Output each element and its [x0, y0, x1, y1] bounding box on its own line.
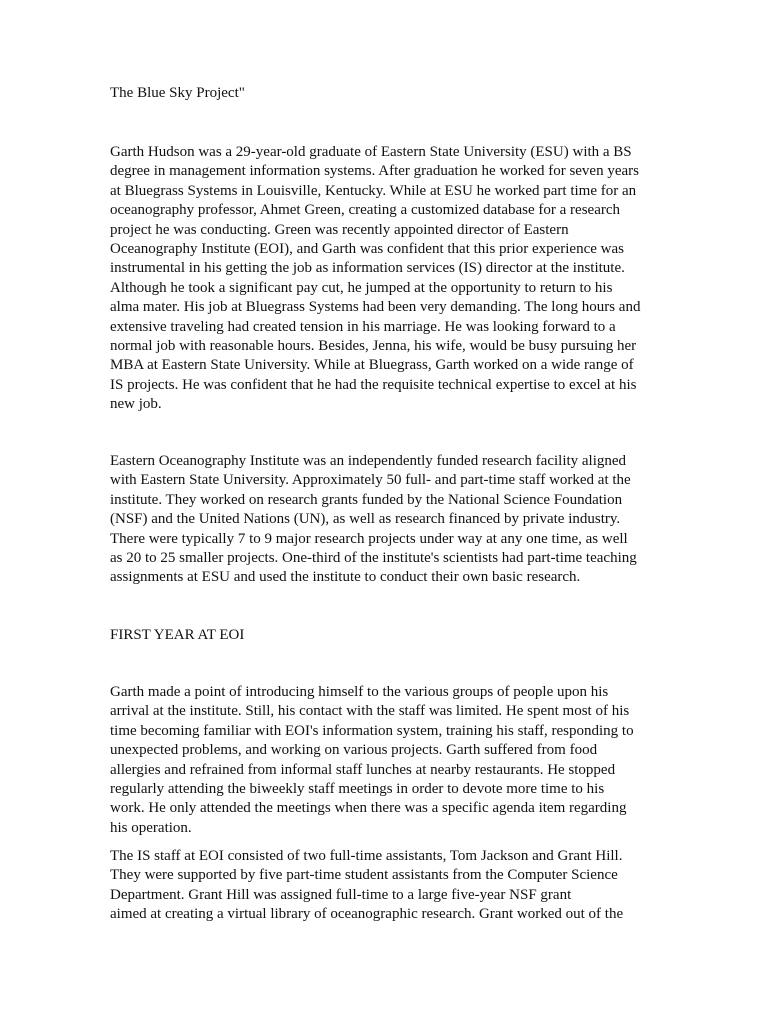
text-line: instrumental in his getting the job as information services (IS) director at the institute.: [110, 260, 625, 277]
text-line: They were supported by five part-time student assistants from the Computer Science: [110, 867, 618, 884]
text-line: with Eastern State University. Approximately 50 full- and part-time staff worked at the: [110, 472, 631, 489]
text-line: aimed at creating a virtual library of oceanographic research. Grant worked out of the: [110, 906, 624, 923]
text-line: institute. They worked on research grants funded by the National Science Foundation: [110, 491, 623, 508]
paragraph-is-staff: [110, 847, 650, 925]
text-line: There were typically 7 to 9 major research projects under way at any one time, as well: [110, 530, 628, 547]
text-line: IS projects. He was confident that he had the requisite technical expertise to excel at his: [110, 376, 637, 393]
text-line: normal job with reasonable hours. Besides, Jenna, his wife, would be busy pursuing her: [110, 338, 637, 355]
text-line: (NSF) and the United Nations (UN), as well as research financed by private industry.: [110, 511, 621, 528]
text-line: project he was conducting. Green was recently appointed director of Eastern: [110, 221, 569, 238]
section-heading: FIRST YEAR AT EOI: [110, 627, 245, 643]
paragraph-garth-introduction: [110, 683, 650, 838]
text-line: arrival at the institute. Still, his contact with the staff was limited. He spent most of his: [110, 703, 630, 720]
text-line: time becoming familiar with EOI's information system, training his staff, responding to: [110, 722, 634, 739]
text-line: unexpected problems, and working on various projects. Garth suffered from food: [110, 742, 598, 759]
text-line: Garth made a point of introducing himself to the various groups of people upon his: [110, 684, 609, 700]
text-line: degree in management information systems. After graduation he worked for seven years: [110, 163, 639, 180]
text-line: Although he took a significant pay cut, he jumped at the opportunity to return to his: [110, 279, 613, 296]
document-title: The Blue Sky Project": [110, 85, 245, 101]
text-line: Oceanography Institute (EOI), and Garth was confident that this prior experience was: [110, 241, 624, 258]
text-line: as 20 to 25 smaller projects. One-third of the institute's scientists had part-time teaching: [110, 550, 637, 567]
text-line: extensive traveling had created tension in his marriage. He was looking forward to a: [110, 318, 616, 335]
text-line: at Bluegrass Systems in Louisville, Kentucky. While at ESU he worked part time for an: [110, 182, 637, 199]
text-line: alma mater. His job at Bluegrass Systems had been very demanding. The long hours and: [110, 299, 641, 316]
text-line: his operation.: [110, 819, 192, 836]
paragraph-eoi-description: [110, 452, 650, 588]
paragraph-garth-hudson-intro: [110, 143, 650, 415]
text-line: new job.: [110, 396, 162, 413]
text-line: Garth Hudson was a 29-year-old graduate of Eastern State University (ESU) with a BS: [110, 144, 632, 160]
text-line: MBA at Eastern State University. While at Bluegrass, Garth worked on a wide range of: [110, 357, 634, 374]
text-line: allergies and refrained from informal staff lunches at nearby restaurants. He stopped: [110, 761, 616, 778]
text-line: assignments at ESU and used the institute to conduct their own basic research.: [110, 569, 581, 586]
text-line: regularly attending the biweekly staff meetings in order to devote more time to his: [110, 781, 605, 798]
text-line: Eastern Oceanography Institute was an independently funded research facility aligned: [110, 453, 627, 469]
text-line: The IS staff at EOI consisted of two full-time assistants, Tom Jackson and Grant Hill.: [110, 848, 623, 864]
text-line: Department. Grant Hill was assigned full-time to a large five-year NSF grant: [110, 886, 572, 903]
text-line: oceanography professor, Ahmet Green, creating a customized database for a research: [110, 202, 620, 219]
text-line: work. He only attended the meetings when there was a specific agenda item regarding: [110, 800, 627, 817]
